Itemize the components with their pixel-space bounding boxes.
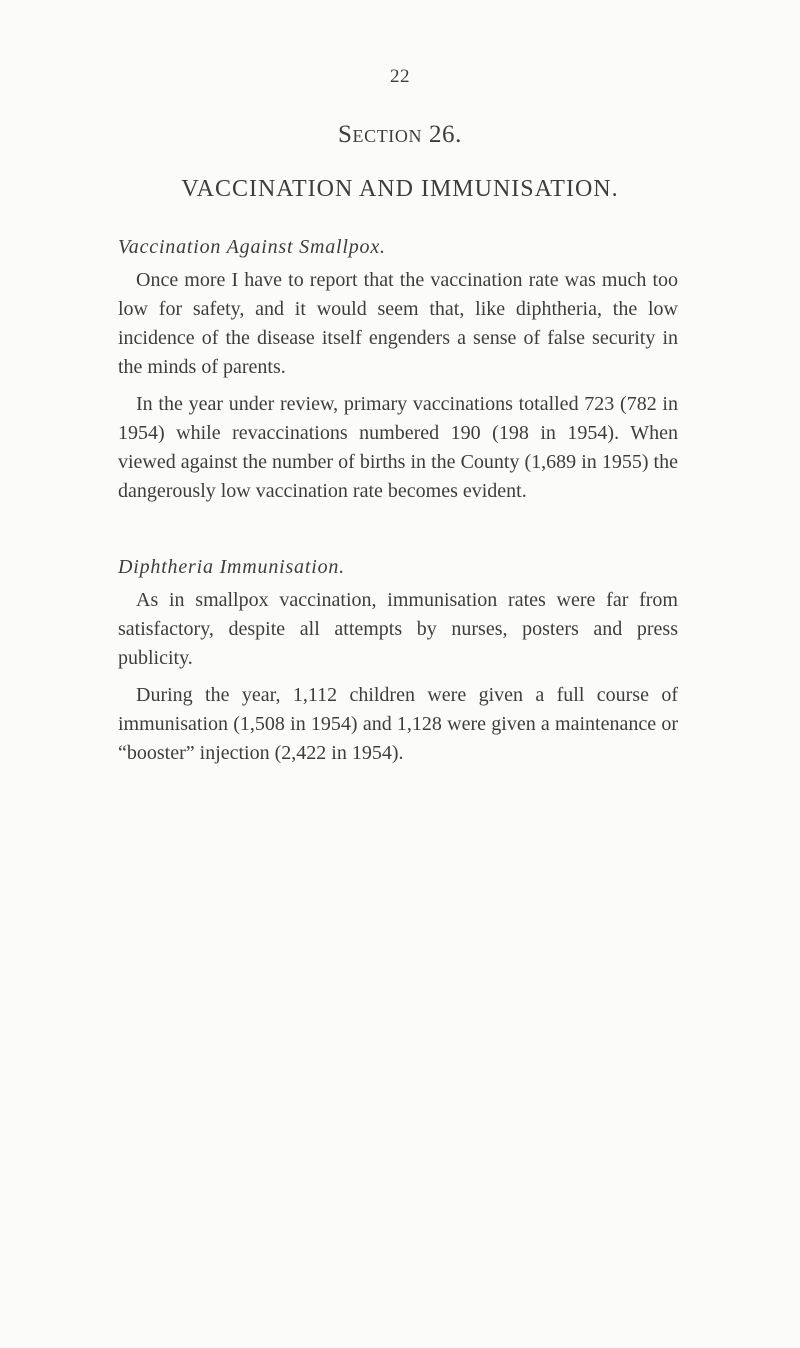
diphtheria-heading: Diphtheria Immunisation. [118, 556, 345, 578]
smallpox-section [118, 233, 678, 514]
diphtheria-paragraph-2: During the year, 1,112 children were given a full course of immunisation (1,508 in 1954) and 1,128 were given a maintenance or “booster” injection (2,422 in 1954). [118, 684, 678, 764]
smallpox-paragraph-2: In the year under review, primary vaccinations totalled 723 (782 in 1954) while revaccinations numbered 190 (198 in 1954). When viewed against the number of births in the County (1,689 in 1955) the dangerously low vaccination rate becomes evident. [118, 393, 678, 502]
smallpox-heading: Vaccination Against Smallpox. [118, 236, 386, 258]
diphtheria-paragraph-1: As in smallpox vaccination, immunisation rates were far from satisfactory, despite all attempts by nurses, posters and press publicity. [118, 589, 678, 669]
diphtheria-section [118, 553, 678, 776]
smallpox-paragraph-1: Once more I have to report that the vaccination rate was much too low for safety, and it would seem that, like diphtheria, the low incidence of the disease itself engenders a sense of false security in the minds of parents. [118, 269, 678, 378]
page-title: VACCINATION AND IMMUNISATION. [181, 176, 619, 202]
section-heading: Section 26. [338, 121, 462, 148]
page-number: 22 [390, 66, 410, 87]
